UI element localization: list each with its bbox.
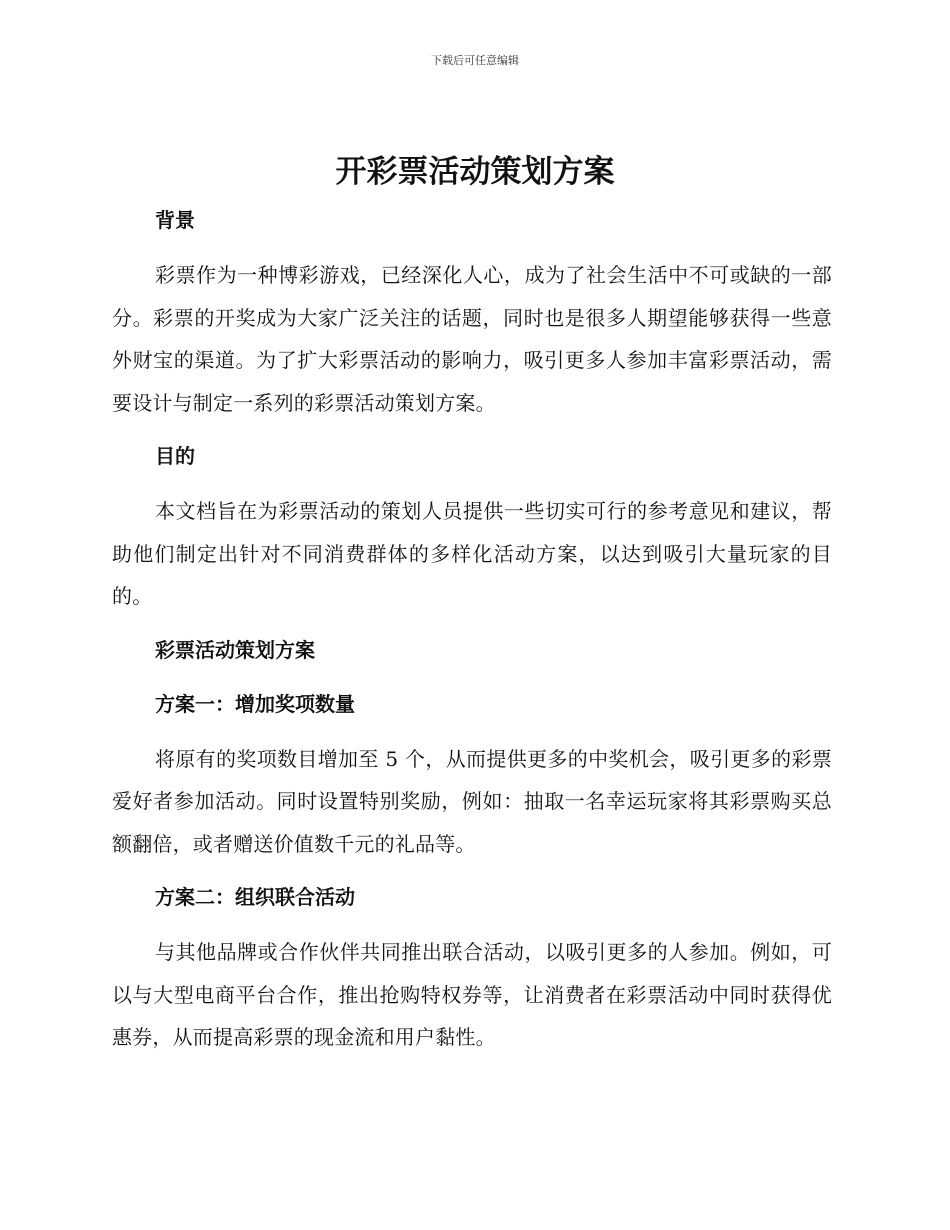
section-heading-plan: 彩票活动策划方案 bbox=[155, 637, 315, 662]
section-heading-background: 背景 bbox=[155, 208, 195, 232]
section-text-option2: 与其他品牌或合作伙伴共同推出联合活动，以吸引更多的人参加。例如，可以与大型电商平台合作，推出抢购特权券等，让消费者在彩票活动中同时获得优惠券，从而提高彩票的现金流和用户黏性。 bbox=[112, 940, 832, 1049]
section-text-option1: 将原有的奖项数目增加至 5 个，从而提供更多的中奖机会，吸引更多的彩票爱好者参加活动。同时设置特别奖励，例如：抽取一名幸运玩家将其彩票购买总额翻倍，或者赠送价值数千元的礼品等。 bbox=[112, 746, 832, 856]
document-title: 开彩票活动策划方案 bbox=[335, 154, 615, 190]
section-text-background: 彩票作为一种博彩游戏，已经深化人心，成为了社会生活中不可或缺的一部分。彩票的开奖成为大家广泛关注的话题，同时也是很多人期望能够获得一些意外财宝的渠道。为了扩大彩票活动的影响力，吸引更多人参加丰富彩票活动，需要设计与制定一系列的彩票活动策划方案。 bbox=[112, 263, 832, 415]
section-heading-purpose: 目的 bbox=[155, 444, 195, 468]
section-heading-option1: 方案一：增加奖项数量 bbox=[155, 691, 355, 716]
document-body bbox=[112, 200, 832, 1059]
section-heading-option2: 方案二：组织联合活动 bbox=[155, 885, 355, 909]
section-text-purpose: 本文档旨在为彩票活动的策划人员提供一些切实可行的参考意见和建议，帮助他们制定出针对不同消费群体的多样化活动方案，以达到吸引大量玩家的目的。 bbox=[112, 499, 832, 608]
page-header-note: 下载后可任意编辑 bbox=[431, 54, 519, 67]
